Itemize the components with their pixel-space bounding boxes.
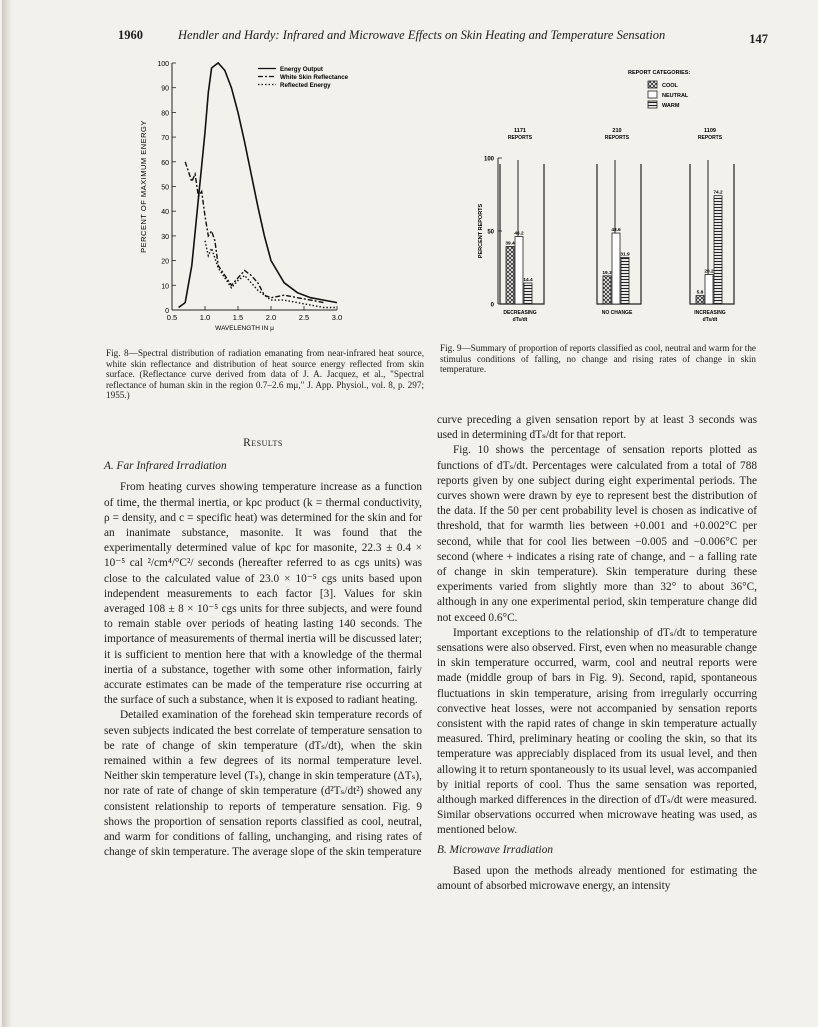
y-tick-label: 90 [161,85,169,93]
bar-warm [714,196,722,304]
y-axis-label: PERCENT REPORTS [478,203,484,259]
bar-value-label: 14.4 [523,277,533,283]
figure-9-chart [470,62,770,332]
subsection-a-heading: A. Far Infrared Irradiation [104,460,227,473]
series-line-1 [179,63,337,308]
figure-8-caption: Fig. 8—Spectral distribution of radiation emanating from near-infrared heat source, white skin reflectance and distribution of heat source energy reflected from skin surface. (Reflectance curve derived from data of J. A. Jacquez, et al., "Spectral reflectance of human skin in the region 0.7–2.6 mμ," J. App. Physiol., vol. 8, p. 297; 1955.) [106,348,424,401]
bar-cool [603,276,611,304]
y-tick-label: 30 [161,233,169,241]
paragraph: Fig. 10 shows the percentage of sensation reports plotted as functions of dTₛ/dt. Percentages were calculated from a total of 788 reports given by one subject during eight experimental periods. The curves shown were drawn by eye to represent best the distribution of the data. If the 50 per cent probability level is chosen as indicative of threshold, that for warmth lies between +0.001 and +0.002°C per second, while that for cool lies between −0.005 and −0.006°C per second (where + indicates a rising rate of change, and − a falling rate of change in skin temperature). Skin temperature during these experiments varied from slightly more than 32° to about 36°C, although in any one experimental period, skin temperature change did not exceed 0.6°C. [437,444,757,624]
x-tick-label: 1.0 [199,313,211,322]
y-tick-label: 10 [161,283,169,291]
y-tick-label: 100 [483,156,494,163]
group-sublabel: dTs/dt [512,317,528,323]
subsection-b-heading: B. Microwave Irradiation [437,843,553,856]
legend-label: White Skin Reflectance [280,74,349,81]
legend-swatch-cool [648,81,657,88]
y-axis-label: PERCENT OF MAXIMUM ENERGY [139,120,148,253]
y-tick-label: 20 [161,258,169,266]
group-report-word: REPORTS [697,135,723,141]
x-tick-label: 3.0 [331,313,343,322]
y-tick-label: 40 [161,209,169,217]
paragraph: From heating curves showing temperature increase as a function of time, the thermal inertia, or kρc product (k = thermal conductivity, ρ = density, and c = specific heat) was determined for the skin and for an inanimate substance, masonite. It was found that the experimentally determined value of kρc for masonite, 22.3 ± 0.4 × 10⁻⁵ cal ²/cm⁴/°C²/ seconds (hereafter referred to as cgs units) was close to the calculated value of 23.0 × 10⁻⁵ cgs units based upon independent measurements to each factor [3]. Values for skin averaged 108 ± 8 × 10⁻⁵ cgs units for three subjects, and were found to remain stable over periods of heating lasting 140 seconds. The importance of measurements of thermal inertia will be discussed later; it is sufficient to mention here that with a knowledge of the thermal inertia of a substance, together with some other information, fairly accurate estimates can be made of the temperature rise occurring at the surface of such a substance, when it is exposed to radiant heating. [104,481,422,707]
group-report-count: 210 [612,128,622,134]
paragraph: Based upon the methods already mentioned for estimating the amount of absorbed microwave energy, an intensity [437,864,757,893]
bar-value-label: 19.3 [602,270,612,276]
right-column [437,413,757,894]
y-tick-label: 80 [161,110,169,118]
x-tick-label: 2.0 [265,313,277,322]
bar-value-label: 31.9 [620,252,630,258]
legend-label: NEUTRAL [662,93,689,99]
legend-label: COOL [662,83,678,89]
group-report-count: 1171 [514,128,526,134]
group-report-word: REPORTS [507,135,533,141]
y-tick-label: 50 [487,229,494,236]
figure-9-caption: Fig. 9—Summary of proportion of reports classified as cool, neutral and warm for the stimulus conditions of falling, no change and rising rates of change in skin temperature. [440,343,756,375]
legend-label: WARM [662,103,680,109]
x-axis-label: WAVELENGTH IN μ [215,325,274,332]
group-label: NO CHANGE [601,310,633,316]
bar-cool [506,246,514,304]
legend-label: Reflected Energy [280,82,331,89]
paragraph: Detailed examination of the forehead skin temperature records of seven subjects indicated the best correlate of temperature sensation to be rate of change of skin temperature (dTₛ/dt), when the skin remained within a few degrees of its normal temperature level. Neither skin temperature level (Tₛ), change in skin temperature (ΔTₛ), nor rate of rate of change of skin temperature (d²Tₛ/dt²) showed any consistent relationship to reports of temperature sensation. Fig. 9 shows the proportion of sensation reports classified as cool, neutral, and warm for conditions of falling, unchanging, and rising rates of change of skin temperature. The average slope of the skin temperature [104,709,422,859]
group-report-word: REPORTS [604,135,630,141]
figure-9 [470,62,770,332]
y-tick-label: 0 [165,308,169,315]
x-tick-label: 1.5 [232,313,244,322]
bar-value-label: 20.2 [704,269,714,275]
group-label: DECREASING [503,310,537,316]
header-title: Hendler and Hardy: Infrared and Microwave Effects on Skin Heating and Temperature Sensation [178,28,666,42]
y-tick-label: 0 [490,302,494,309]
bar-value-label: 46.2 [514,231,524,237]
page-edge-shadow [2,0,12,1027]
results-heading: Results [243,437,283,449]
y-tick-label: 70 [161,135,169,143]
legend-swatch-warm [648,101,657,108]
figure-8-chart [130,55,350,345]
figure-8 [130,55,350,345]
bar-neutral [705,275,713,304]
bar-value-label: 48.6 [611,228,621,234]
y-tick-label: 100 [157,61,169,68]
bar-neutral [515,237,523,304]
bar-warm [524,283,532,304]
paragraph: Important exceptions to the relationship of dTₛ/dt to temperature sensations were also observed. First, even when no measurable change in skin temperature occurred, warm, cool and neutral reports were made (middle group of bars in Fig. 9). Second, rapid, spontaneous fluctuations in skin temperature, arising from irregularly occurring convective heat losses, were not accompanied by sensation reports consistent with the rapid rates of change in skin temperature actually measured. Third, preliminary heating or cooling the skin, so that its temperature was appreciably displaced from its usual level, and then allowing it to return spontaneously to its usual level, was accompanied by initial reports of cool. Thus the same sensation was reported, although marked differences in the direction of dTₛ/dt were measured. Similar observations occurred when microwave heating was used, as mentioned below. [437,626,757,837]
group-report-count: 1109 [704,128,716,134]
series-line-2 [185,162,324,303]
bar-value-label: 5.8 [696,290,704,296]
bar-warm [621,257,629,304]
x-tick-label: 2.5 [298,313,310,322]
running-header [118,28,768,50]
header-year: 1960 [118,28,143,42]
y-tick-label: 50 [161,184,169,192]
left-column [104,436,422,860]
legend-label: Energy Output [280,66,323,73]
bar-value-label: 74.2 [713,190,723,196]
page-number: 147 [749,32,768,46]
y-tick-label: 60 [161,159,169,167]
group-label: INCREASING [694,310,726,316]
bar-cool [696,296,704,304]
legend-swatch-neutral [648,91,657,98]
bar-neutral [612,233,620,304]
paragraph: curve preceding a given sensation report by at least 3 seconds was used in determining dTₛ/dt for that report. [437,414,757,442]
bar-value-label: 39.4 [505,241,515,247]
group-sublabel: dTs/dt [702,317,718,323]
x-tick-label: 0.5 [166,313,178,322]
legend-title: REPORT CATEGORIES: [628,70,691,76]
